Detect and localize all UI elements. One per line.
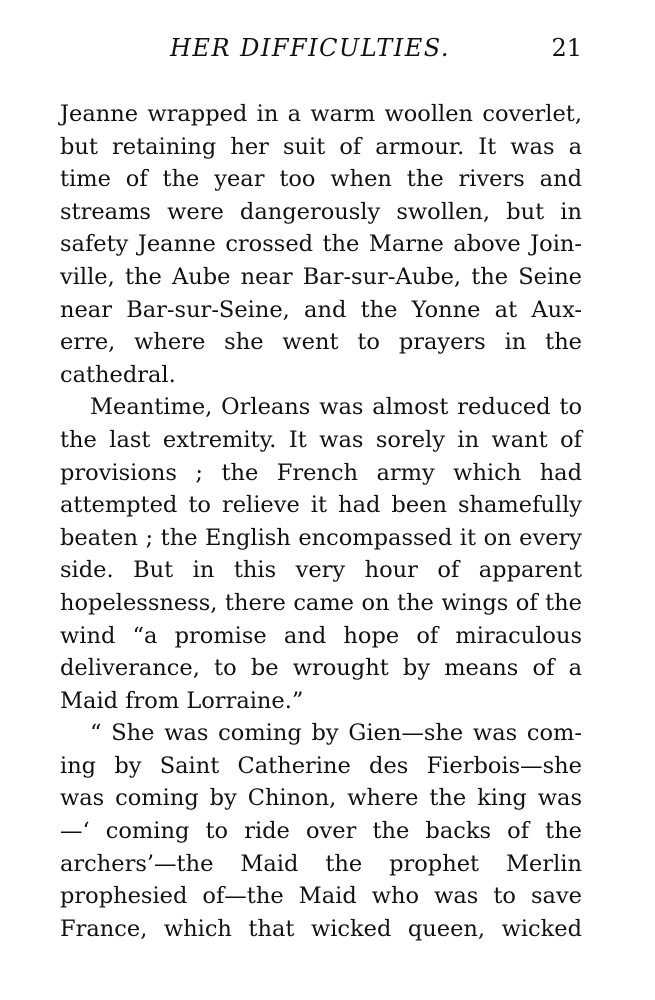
text-line: Meantime, Orleans was almost reduced to: [90, 394, 582, 421]
text-line: ing by Saint Catherine des Fierbois—she: [60, 752, 582, 779]
text-line: wind “a promise and hope of miraculous: [60, 622, 582, 649]
running-header: [60, 28, 582, 72]
running-title: HER DIFFICULTIES.: [170, 34, 450, 62]
text-line: Maid from Lorraine.”: [60, 687, 304, 714]
text-line: safety Jeanne crossed the Marne above Join-: [60, 231, 582, 258]
text-line: side. But in this very hour of apparent: [60, 557, 582, 584]
text-line: streams were dangerously swollen, but in: [60, 198, 582, 225]
paragraph: [60, 98, 582, 391]
text-line: prophesied of—the Maid who was to save: [60, 883, 582, 910]
text-line: attempted to relieve it had been shamefully: [60, 492, 582, 519]
paragraph: [60, 717, 582, 945]
text-line: ville, the Aube near Bar-sur-Aube, the Seine: [60, 263, 582, 290]
text-line: cathedral.: [60, 361, 176, 388]
body-text: [60, 98, 582, 945]
text-line: the last extremity. It was sorely in want of: [60, 426, 582, 453]
text-line: archers’—the Maid the prophet Merlin: [60, 850, 582, 877]
text-line: deliverance, to be wrought by means of a: [60, 655, 582, 682]
text-line: “ She was coming by Gien—she was com-: [90, 720, 582, 747]
text-line: was coming by Chinon, where the king was: [60, 785, 582, 812]
text-line: near Bar-sur-Seine, and the Yonne at Aux-: [60, 296, 582, 323]
text-line: time of the year too when the rivers and: [60, 166, 582, 193]
text-line: erre, where she went to prayers in the: [60, 329, 582, 356]
text-line: France, which that wicked queen, wicked: [60, 915, 582, 942]
text-line: Jeanne wrapped in a warm woollen coverlet,: [60, 101, 582, 127]
book-page: [60, 28, 582, 945]
text-line: provisions ; the French army which had: [60, 459, 582, 486]
page-number: 21: [551, 34, 582, 62]
text-line: but retaining her suit of armour. It was a: [60, 133, 582, 160]
text-line: hopelessness, there came on the wings of the: [60, 589, 582, 616]
text-line: —‘ coming to ride over the backs of the: [60, 818, 582, 845]
text-line: beaten ; the English encompassed it on every: [60, 524, 582, 551]
paragraph: [60, 391, 582, 717]
